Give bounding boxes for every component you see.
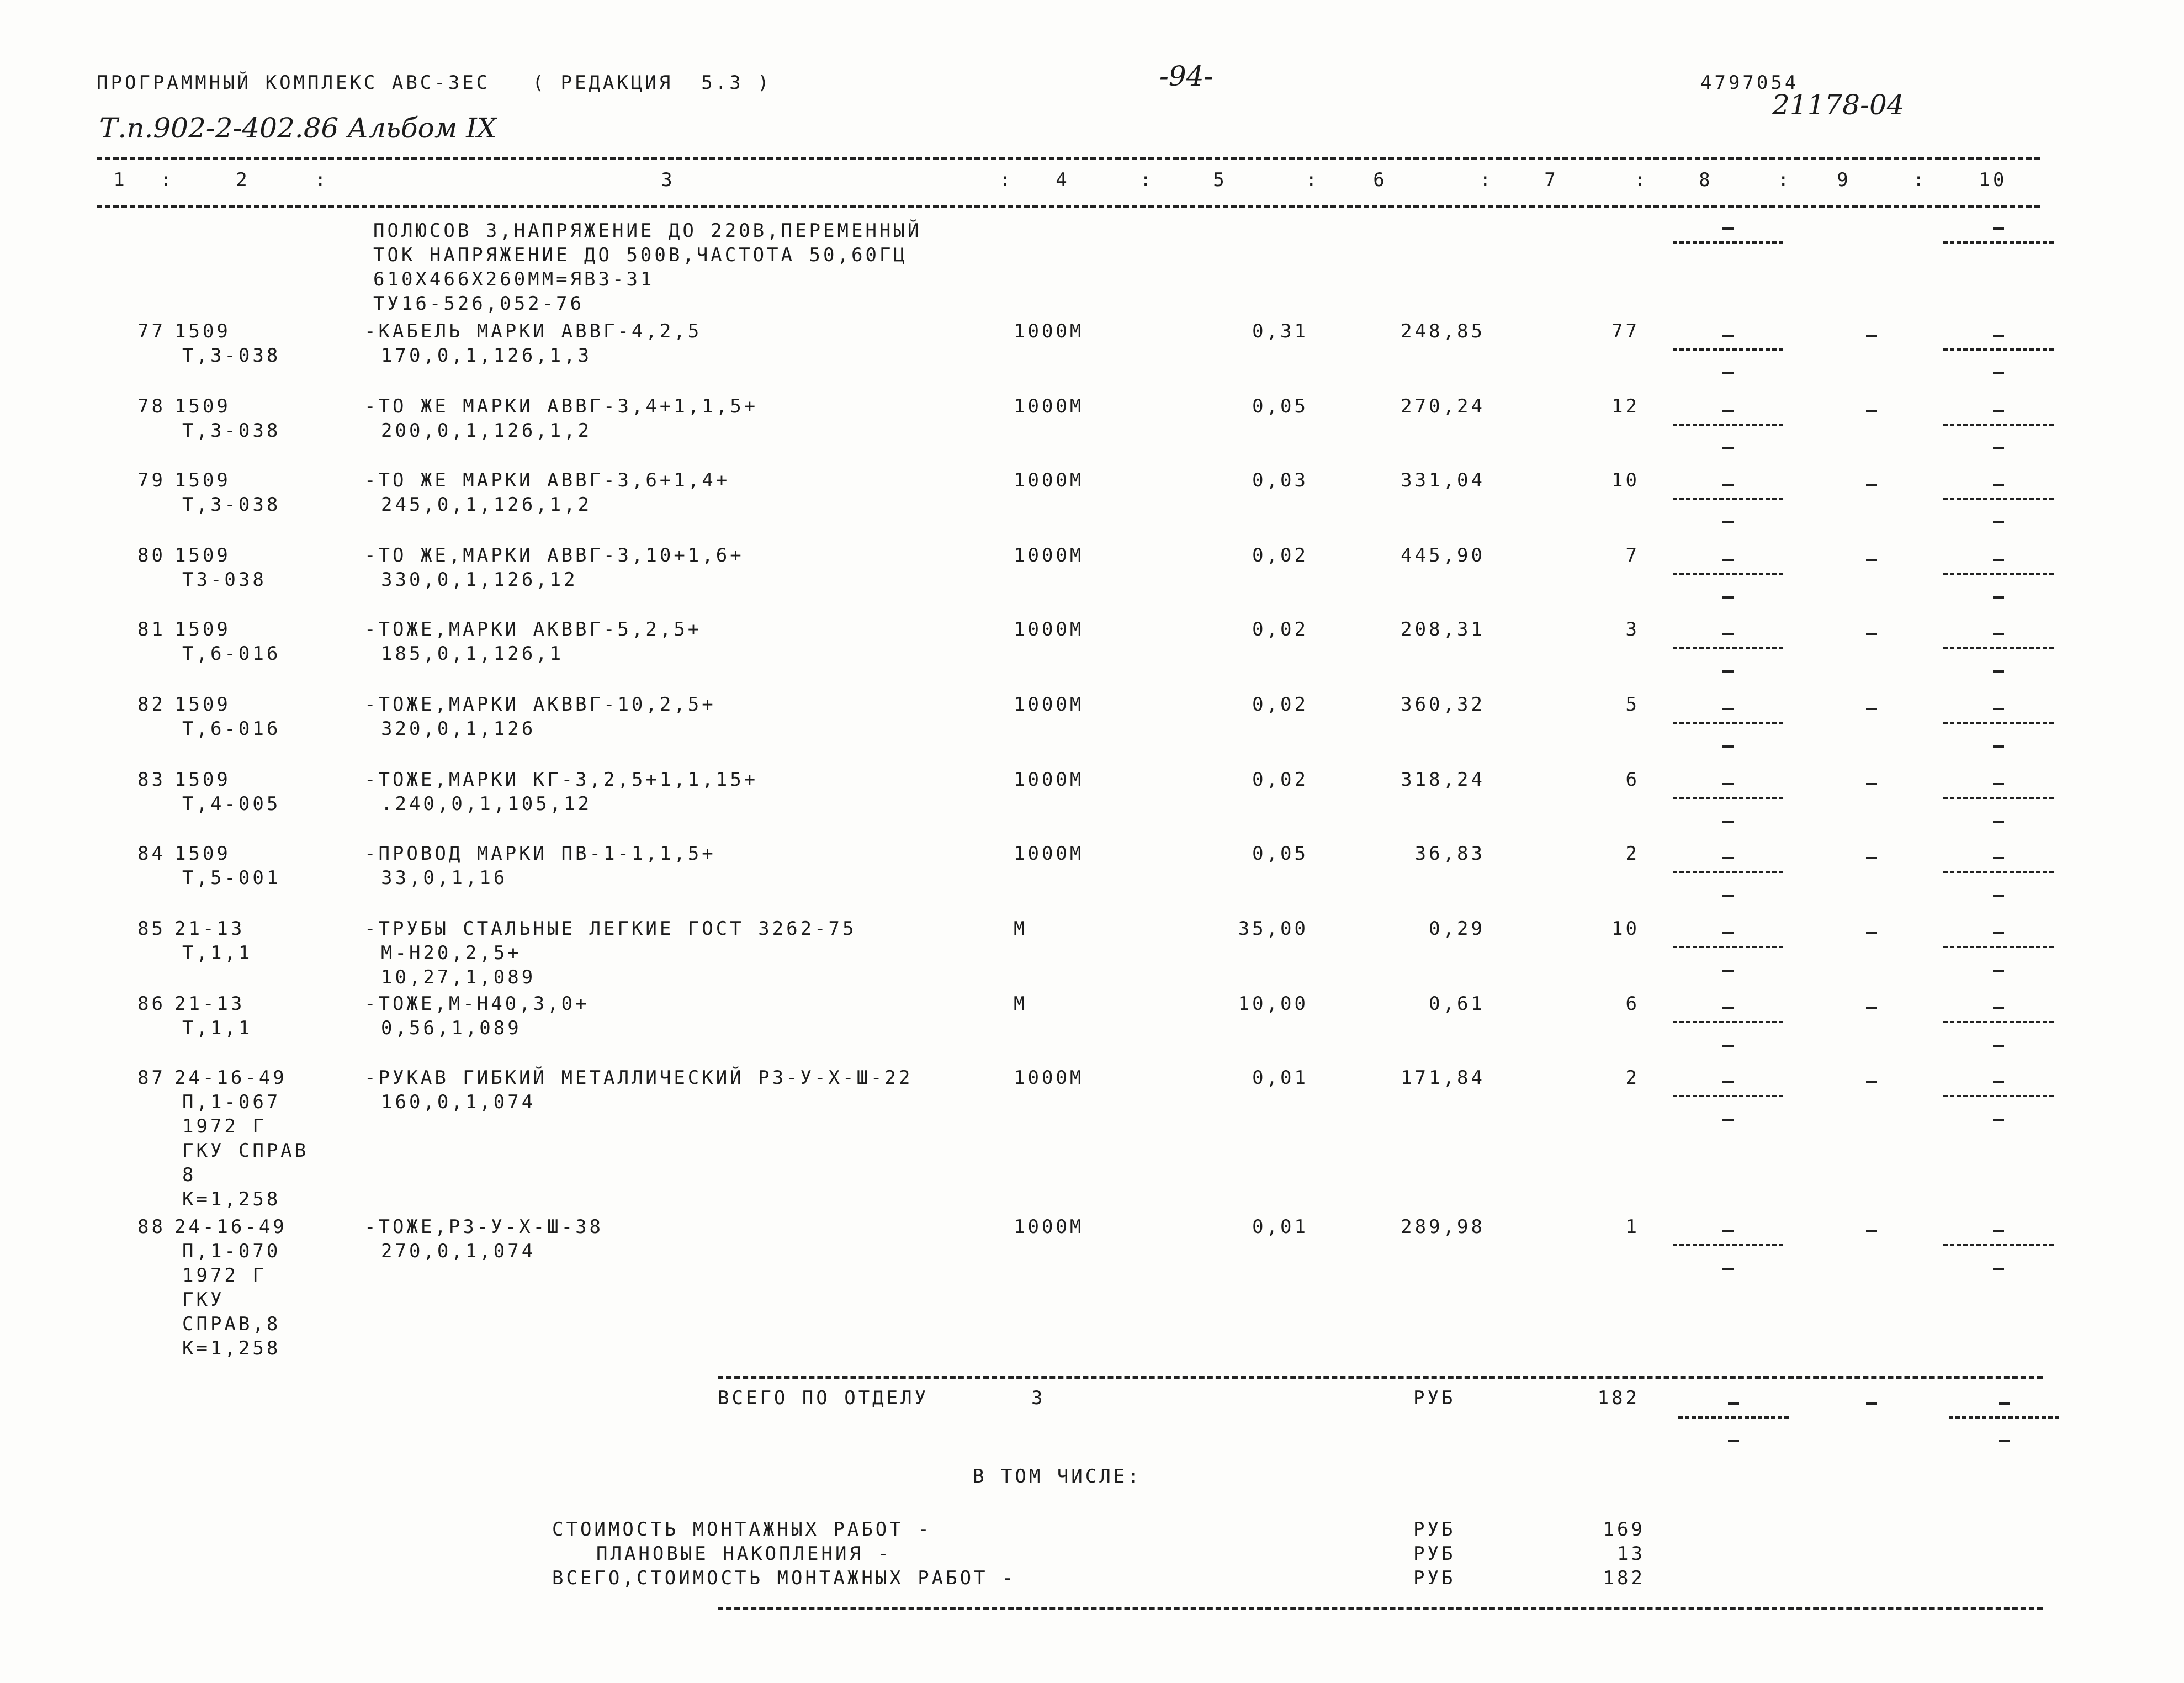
- dash-underline: [1943, 647, 2054, 649]
- row-price: 289,98: [1401, 1216, 1485, 1238]
- dash-mark: [1866, 708, 1877, 710]
- row-mark-col10: [1943, 921, 2054, 960]
- dash-mark: [1993, 372, 2004, 374]
- dash-mark: [1722, 484, 1734, 486]
- dash-mark: [1866, 1402, 1877, 1405]
- column-separator: :: [160, 169, 174, 191]
- row-mark-col9: [1816, 772, 1927, 811]
- column-header-4: 4: [1056, 169, 1070, 191]
- dash-mark: [1866, 335, 1877, 337]
- header-bottom-rule: [97, 205, 2040, 208]
- row-mark-col8: [1673, 622, 1783, 660]
- row-mark-col10: [1943, 622, 2054, 660]
- row-mark-col8: [1673, 399, 1783, 437]
- row-total: 6: [1625, 769, 1640, 791]
- dash-mark: [1993, 1007, 2004, 1009]
- column-header-9: 9: [1837, 169, 1851, 191]
- dash-mark: [1993, 410, 2004, 412]
- dash-mark: [1722, 633, 1734, 635]
- row-unit: 1000М: [1014, 769, 1084, 791]
- dash-underline: [1673, 498, 1783, 500]
- including-label: В ТОМ ЧИСЛЕ:: [973, 1465, 1142, 1488]
- dash-underline: [1673, 1095, 1783, 1097]
- row-price: 0,29: [1429, 918, 1485, 940]
- summary-line-label: СТОИМОСТЬ МОНТАЖНЫХ РАБОТ -: [552, 1518, 932, 1541]
- row-quantity: 0,31: [1252, 320, 1308, 342]
- header-top-rule: [97, 157, 2040, 160]
- dash-mark: [1993, 970, 2004, 972]
- dash-mark: [1993, 1230, 2004, 1232]
- dash-underline: [1949, 1416, 2059, 1419]
- row-mark-col8: [1673, 1219, 1783, 1258]
- row-quantity: 0,02: [1252, 769, 1308, 791]
- row-reference: К=1,258: [182, 1188, 281, 1210]
- row-mark-col9: [1816, 697, 1927, 735]
- row-unit: М: [1014, 993, 1028, 1015]
- dash-mark: [1722, 1045, 1734, 1047]
- row-reference: Т,4-005: [182, 793, 281, 815]
- row-number: 85: [137, 918, 166, 940]
- row-mark-col9: [1816, 622, 1927, 660]
- intro-line: ПОЛЮСОВ 3,НАПРЯЖЕНИЕ ДО 220В,ПЕРЕМЕННЫЙ: [373, 220, 922, 242]
- row-unit: 1000М: [1014, 694, 1084, 716]
- dash-underline: [1673, 1021, 1783, 1023]
- dash-mark: [1722, 335, 1734, 337]
- row-unit: 1000М: [1014, 469, 1084, 491]
- row-reference: К=1,258: [182, 1337, 281, 1359]
- dash-mark: [1722, 1119, 1734, 1121]
- summary-section: 3: [1031, 1387, 1046, 1409]
- row-description: 185,0,1,126,1: [381, 643, 564, 665]
- dash-underline: [1673, 946, 1783, 948]
- row-quantity: 0,02: [1252, 694, 1308, 716]
- row-description: 245,0,1,126,1,2: [381, 494, 592, 516]
- row-code: 1509: [174, 320, 231, 342]
- row-code: 1509: [174, 469, 231, 491]
- row-reference: Т,5-001: [182, 867, 281, 889]
- row-quantity: 0,02: [1252, 618, 1308, 641]
- dash-mark: [1993, 596, 2004, 599]
- row-mark-col9: [1816, 324, 1927, 362]
- row-mark-col8: [1673, 772, 1783, 811]
- dash-underline: [1673, 722, 1783, 724]
- row-quantity: 0,01: [1252, 1216, 1308, 1238]
- row-description: -ТО ЖЕ МАРКИ АВВГ-3,6+1,4+: [364, 469, 730, 491]
- row-quantity: 0,03: [1252, 469, 1308, 491]
- summary-mark-col10: [1949, 1391, 2059, 1430]
- dash-mark: [1993, 857, 2004, 859]
- intro-line: ТУ16-526,052-76: [373, 293, 585, 315]
- column-header-2: 2: [236, 169, 250, 191]
- dash-mark: [1866, 559, 1877, 561]
- row-reference: Т,3-038: [182, 345, 281, 367]
- row-description: 170,0,1,126,1,3: [381, 345, 592, 367]
- row-reference: Т,3-038: [182, 494, 281, 516]
- row-price: 445,90: [1401, 544, 1485, 567]
- row-total: 7: [1625, 544, 1640, 567]
- row-reference: Т3-038: [182, 569, 267, 591]
- page-number: -94-: [1159, 60, 1213, 92]
- row-number: 78: [137, 395, 166, 417]
- row-reference: ГКУ: [182, 1289, 225, 1311]
- row-reference: СПРАВ,8: [182, 1313, 281, 1335]
- row-mark-col10: [1943, 473, 2054, 511]
- dash-mark: [1722, 447, 1734, 449]
- row-description: -ТОЖЕ,МАРКИ АКВВГ-5,2,5+: [364, 618, 702, 641]
- dash-mark: [1993, 559, 2004, 561]
- row-mark-col10: [1943, 772, 2054, 811]
- row-code: 1509: [174, 395, 231, 417]
- column-separator: :: [1140, 169, 1154, 191]
- dash-underline: [1673, 647, 1783, 649]
- dash-underline: [1943, 946, 2054, 948]
- row-reference: Т,1,1: [182, 942, 253, 964]
- row-description: 0,56,1,089: [381, 1017, 522, 1039]
- row-total: 10: [1612, 918, 1640, 940]
- dash-mark: [1722, 670, 1734, 673]
- row-total: 6: [1625, 993, 1640, 1015]
- column-separator: :: [315, 169, 329, 191]
- row-mark-col8: [1673, 324, 1783, 362]
- row-total: 2: [1625, 843, 1640, 865]
- dash-underline: [1943, 722, 2054, 724]
- row-mark-col10: [1943, 996, 2054, 1035]
- row-reference: П,1-070: [182, 1240, 281, 1262]
- row-price: 208,31: [1401, 618, 1485, 641]
- row-description: -КАБЕЛЬ МАРКИ АВВГ-4,2,5: [364, 320, 702, 342]
- row-number: 88: [137, 1216, 166, 1238]
- row-description: -ТОЖЕ,М-Н40,3,0+: [364, 993, 590, 1015]
- row-price: 318,24: [1401, 769, 1485, 791]
- dash-mark: [1722, 521, 1734, 523]
- intro-line: ТОК НАПРЯЖЕНИЕ ДО 500В,ЧАСТОТА 50,60ГЦ: [373, 244, 908, 266]
- row-description: 200,0,1,126,1,2: [381, 420, 592, 442]
- row-code: 21-13: [174, 918, 245, 940]
- row-description: -ТОЖЕ,РЗ-У-Х-Ш-38: [364, 1216, 603, 1238]
- row-quantity: 0,02: [1252, 544, 1308, 567]
- summary-bottom-rule: [718, 1607, 2043, 1610]
- dash-underline: [1673, 573, 1783, 575]
- dash-mark: [1722, 970, 1734, 972]
- row-description: 10,27,1,089: [381, 966, 536, 988]
- row-description: -ПРОВОД МАРКИ ПВ-1-1,1,5+: [364, 843, 716, 865]
- dash-mark: [1866, 932, 1877, 934]
- dash-mark: [1993, 447, 2004, 449]
- row-reference: Т,6-016: [182, 718, 281, 740]
- row-price: 331,04: [1401, 469, 1485, 491]
- dash-underline: [1943, 424, 2054, 426]
- row-unit: 1000М: [1014, 544, 1084, 567]
- row-reference: П,1-067: [182, 1091, 281, 1113]
- handwritten-project: Т.п.902-2-402.86 Альбом IX: [99, 112, 497, 144]
- row-reference: ГКУ СПРАВ: [182, 1140, 309, 1162]
- dash-mark: [1722, 559, 1734, 561]
- dash-mark: [1866, 783, 1877, 785]
- dash-mark: [1993, 633, 2004, 635]
- dash-underline: [1943, 498, 2054, 500]
- summary-line-unit: РУБ: [1413, 1567, 1456, 1589]
- row-mark-col8: [1673, 996, 1783, 1035]
- dash-underline: [1943, 1021, 2054, 1023]
- dash-mark: [1993, 821, 2004, 823]
- row-total: 10: [1612, 469, 1640, 491]
- row-quantity: 0,01: [1252, 1067, 1308, 1089]
- row-price: 36,83: [1414, 843, 1485, 865]
- row-number: 84: [137, 843, 166, 865]
- row-mark-col9: [1816, 1070, 1927, 1109]
- column-separator: :: [1634, 169, 1648, 191]
- dash-mark: [1722, 1081, 1734, 1083]
- row-mark-col10: [1943, 1219, 2054, 1258]
- row-description: 320,0,1,126: [381, 718, 536, 740]
- dash-mark: [1999, 1402, 2010, 1405]
- dash-mark: [1722, 821, 1734, 823]
- row-number: 79: [137, 469, 166, 491]
- row-mark-col9: [1816, 996, 1927, 1035]
- row-description: -ТО ЖЕ МАРКИ АВВГ-3,4+1,1,5+: [364, 395, 759, 417]
- row-total: 1: [1625, 1216, 1640, 1238]
- row-quantity: 0,05: [1252, 395, 1308, 417]
- dash-mark: [1722, 857, 1734, 859]
- dash-mark: [1722, 1007, 1734, 1009]
- row-mark-col10: [1943, 846, 2054, 885]
- row-description: 270,0,1,074: [381, 1240, 536, 1262]
- row-unit: М: [1014, 918, 1028, 940]
- column-separator: :: [999, 169, 1014, 191]
- summary-mark-col8: [1678, 1391, 1789, 1430]
- row-price: 0,61: [1429, 993, 1485, 1015]
- row-reference: Т,3-038: [182, 420, 281, 442]
- dash-mark: [1722, 932, 1734, 934]
- row-reference: Т,1,1: [182, 1017, 253, 1039]
- summary-line-unit: РУБ: [1413, 1518, 1456, 1541]
- row-mark-col8: [1673, 921, 1783, 960]
- dash-underline: [1943, 1095, 2054, 1097]
- dash-mark: [1993, 1045, 2004, 1047]
- row-mark-col10: [1943, 1070, 2054, 1109]
- summary-line-value: 13: [1617, 1543, 1645, 1565]
- dash-mark: [1993, 932, 2004, 934]
- intro-mark-col10: [1943, 216, 2054, 255]
- dash-mark: [1993, 335, 2004, 337]
- row-mark-col10: [1943, 548, 2054, 586]
- dash-mark: [1722, 596, 1734, 599]
- row-description: 33,0,1,16: [381, 867, 508, 889]
- row-description: -РУКАВ ГИБКИЙ МЕТАЛЛИЧЕСКИЙ РЗ-У-Х-Ш-22: [364, 1067, 913, 1089]
- column-header-8: 8: [1699, 169, 1713, 191]
- row-reference: Т,6-016: [182, 643, 281, 665]
- row-mark-col9: [1816, 399, 1927, 437]
- row-code: 1509: [174, 694, 231, 716]
- column-header-1: 1: [113, 169, 128, 191]
- dash-underline: [1943, 241, 2054, 244]
- row-unit: 1000М: [1014, 395, 1084, 417]
- row-price: 360,32: [1401, 694, 1485, 716]
- row-unit: 1000М: [1014, 1067, 1084, 1089]
- dash-mark: [1993, 227, 2004, 230]
- dash-mark: [1728, 1402, 1739, 1405]
- summary-label: ВСЕГО ПО ОТДЕЛУ: [718, 1387, 929, 1409]
- row-number: 81: [137, 618, 166, 641]
- row-total: 77: [1612, 320, 1640, 342]
- row-price: 270,24: [1401, 395, 1485, 417]
- dash-mark: [1993, 521, 2004, 523]
- row-code: 1509: [174, 544, 231, 567]
- dash-underline: [1678, 1416, 1789, 1419]
- dash-mark: [1866, 633, 1877, 635]
- row-total: 12: [1612, 395, 1640, 417]
- row-mark-col9: [1816, 1219, 1927, 1258]
- row-code: 1509: [174, 843, 231, 865]
- dash-underline: [1943, 797, 2054, 799]
- handwritten-code: 21178-04: [1772, 89, 1905, 121]
- column-header-3: 3: [661, 169, 675, 191]
- program-header: ПРОГРАММНЫЙ КОМПЛЕКС АВС-3ЕС ( РЕДАКЦИЯ 5.3 ): [97, 72, 772, 94]
- row-mark-col9: [1816, 473, 1927, 511]
- dash-underline: [1673, 1244, 1783, 1246]
- summary-line-unit: РУБ: [1413, 1543, 1456, 1565]
- dash-mark: [1993, 895, 2004, 897]
- summary-line-label: ПЛАНОВЫЕ НАКОПЛЕНИЯ -: [596, 1543, 892, 1565]
- row-reference: 8: [182, 1164, 197, 1186]
- dash-mark: [1993, 1119, 2004, 1121]
- row-number: 83: [137, 769, 166, 791]
- dash-mark: [1866, 484, 1877, 486]
- row-code: 1509: [174, 769, 231, 791]
- row-description: 160,0,1,074: [381, 1091, 536, 1113]
- dash-mark: [1993, 783, 2004, 785]
- row-number: 82: [137, 694, 166, 716]
- row-description: -ТО ЖЕ,МАРКИ АВВГ-3,10+1,6+: [364, 544, 744, 567]
- dash-underline: [1673, 797, 1783, 799]
- dash-underline: [1673, 241, 1783, 244]
- dash-underline: [1673, 348, 1783, 351]
- row-mark-col10: [1943, 399, 2054, 437]
- row-description: -ТОЖЕ,МАРКИ КГ-3,2,5+1,1,15+: [364, 769, 759, 791]
- column-separator: :: [1306, 169, 1320, 191]
- dash-mark: [1866, 1007, 1877, 1009]
- row-code: 21-13: [174, 993, 245, 1015]
- row-description: -ТОЖЕ,МАРКИ АКВВГ-10,2,5+: [364, 694, 716, 716]
- dash-underline: [1943, 871, 2054, 873]
- summary-total: 182: [1597, 1387, 1640, 1409]
- dash-mark: [1866, 857, 1877, 859]
- row-mark-col8: [1673, 846, 1783, 885]
- row-number: 86: [137, 993, 166, 1015]
- row-total: 5: [1625, 694, 1640, 716]
- row-code: 24-16-49: [174, 1216, 287, 1238]
- summary-mark-col9: [1816, 1391, 1927, 1430]
- row-price: 248,85: [1401, 320, 1485, 342]
- dash-underline: [1943, 1244, 2054, 1246]
- row-code: 24-16-49: [174, 1067, 287, 1089]
- row-description: 330,0,1,126,12: [381, 569, 578, 591]
- dash-mark: [1993, 484, 2004, 486]
- row-mark-col9: [1816, 846, 1927, 885]
- dash-mark: [1722, 372, 1734, 374]
- row-quantity: 10,00: [1238, 993, 1308, 1015]
- dash-mark: [1866, 1081, 1877, 1083]
- column-separator: :: [1480, 169, 1494, 191]
- row-quantity: 35,00: [1238, 918, 1308, 940]
- summary-line-value: 182: [1603, 1567, 1645, 1589]
- row-total: 2: [1625, 1067, 1640, 1089]
- column-header-5: 5: [1213, 169, 1227, 191]
- row-price: 171,84: [1401, 1067, 1485, 1089]
- dash-mark: [1993, 1081, 2004, 1083]
- column-separator: :: [1913, 169, 1927, 191]
- dash-mark: [1722, 227, 1734, 230]
- dash-mark: [1728, 1440, 1739, 1442]
- dash-mark: [1722, 745, 1734, 748]
- row-description: М-Н20,2,5+: [381, 942, 522, 964]
- row-mark-col9: [1816, 548, 1927, 586]
- row-number: 80: [137, 544, 166, 567]
- dash-underline: [1943, 348, 2054, 351]
- dash-mark: [1722, 410, 1734, 412]
- dash-mark: [1993, 708, 2004, 710]
- dash-mark: [1993, 670, 2004, 673]
- dash-mark: [1866, 410, 1877, 412]
- dash-mark: [1722, 708, 1734, 710]
- summary-unit: РУБ: [1413, 1387, 1456, 1409]
- row-mark-col8: [1673, 697, 1783, 735]
- row-unit: 1000М: [1014, 1216, 1084, 1238]
- dash-mark: [1993, 745, 2004, 748]
- summary-line-label: ВСЕГО,СТОИМОСТЬ МОНТАЖНЫХ РАБОТ -: [552, 1567, 1016, 1589]
- intro-line: 610Х466Х260ММ=ЯВЗ-31: [373, 268, 655, 290]
- row-reference: 1972 Г: [182, 1115, 267, 1137]
- document-number: 4797054: [1700, 72, 1799, 94]
- dash-mark: [1722, 895, 1734, 897]
- row-description: .240,0,1,105,12: [381, 793, 592, 815]
- row-number: 87: [137, 1067, 166, 1089]
- row-mark-col8: [1673, 1070, 1783, 1109]
- dash-mark: [1993, 1268, 2004, 1270]
- row-unit: 1000М: [1014, 843, 1084, 865]
- row-number: 77: [137, 320, 166, 342]
- dash-mark: [1866, 1230, 1877, 1232]
- row-mark-col9: [1816, 921, 1927, 960]
- row-reference: 1972 Г: [182, 1264, 267, 1287]
- summary-line-value: 169: [1603, 1518, 1645, 1541]
- dash-mark: [1722, 783, 1734, 785]
- row-unit: 1000М: [1014, 618, 1084, 641]
- summary-top-rule: [718, 1376, 2043, 1379]
- row-total: 3: [1625, 618, 1640, 641]
- row-quantity: 0,05: [1252, 843, 1308, 865]
- column-header-7: 7: [1544, 169, 1559, 191]
- column-header-10: 10: [1979, 169, 2007, 191]
- dash-underline: [1673, 871, 1783, 873]
- row-mark-col10: [1943, 324, 2054, 362]
- dash-mark: [1999, 1440, 2010, 1442]
- row-mark-col8: [1673, 473, 1783, 511]
- dash-underline: [1943, 573, 2054, 575]
- row-description: -ТРУБЫ СТАЛЬНЫЕ ЛЕГКИЕ ГОСТ 3262-75: [364, 918, 857, 940]
- row-mark-col10: [1943, 697, 2054, 735]
- row-code: 1509: [174, 618, 231, 641]
- dash-mark: [1722, 1230, 1734, 1232]
- row-unit: 1000М: [1014, 320, 1084, 342]
- column-header-6: 6: [1373, 169, 1387, 191]
- column-separator: :: [1778, 169, 1792, 191]
- dash-underline: [1673, 424, 1783, 426]
- intro-mark-col8: [1673, 216, 1783, 255]
- row-mark-col8: [1673, 548, 1783, 586]
- dash-mark: [1722, 1268, 1734, 1270]
